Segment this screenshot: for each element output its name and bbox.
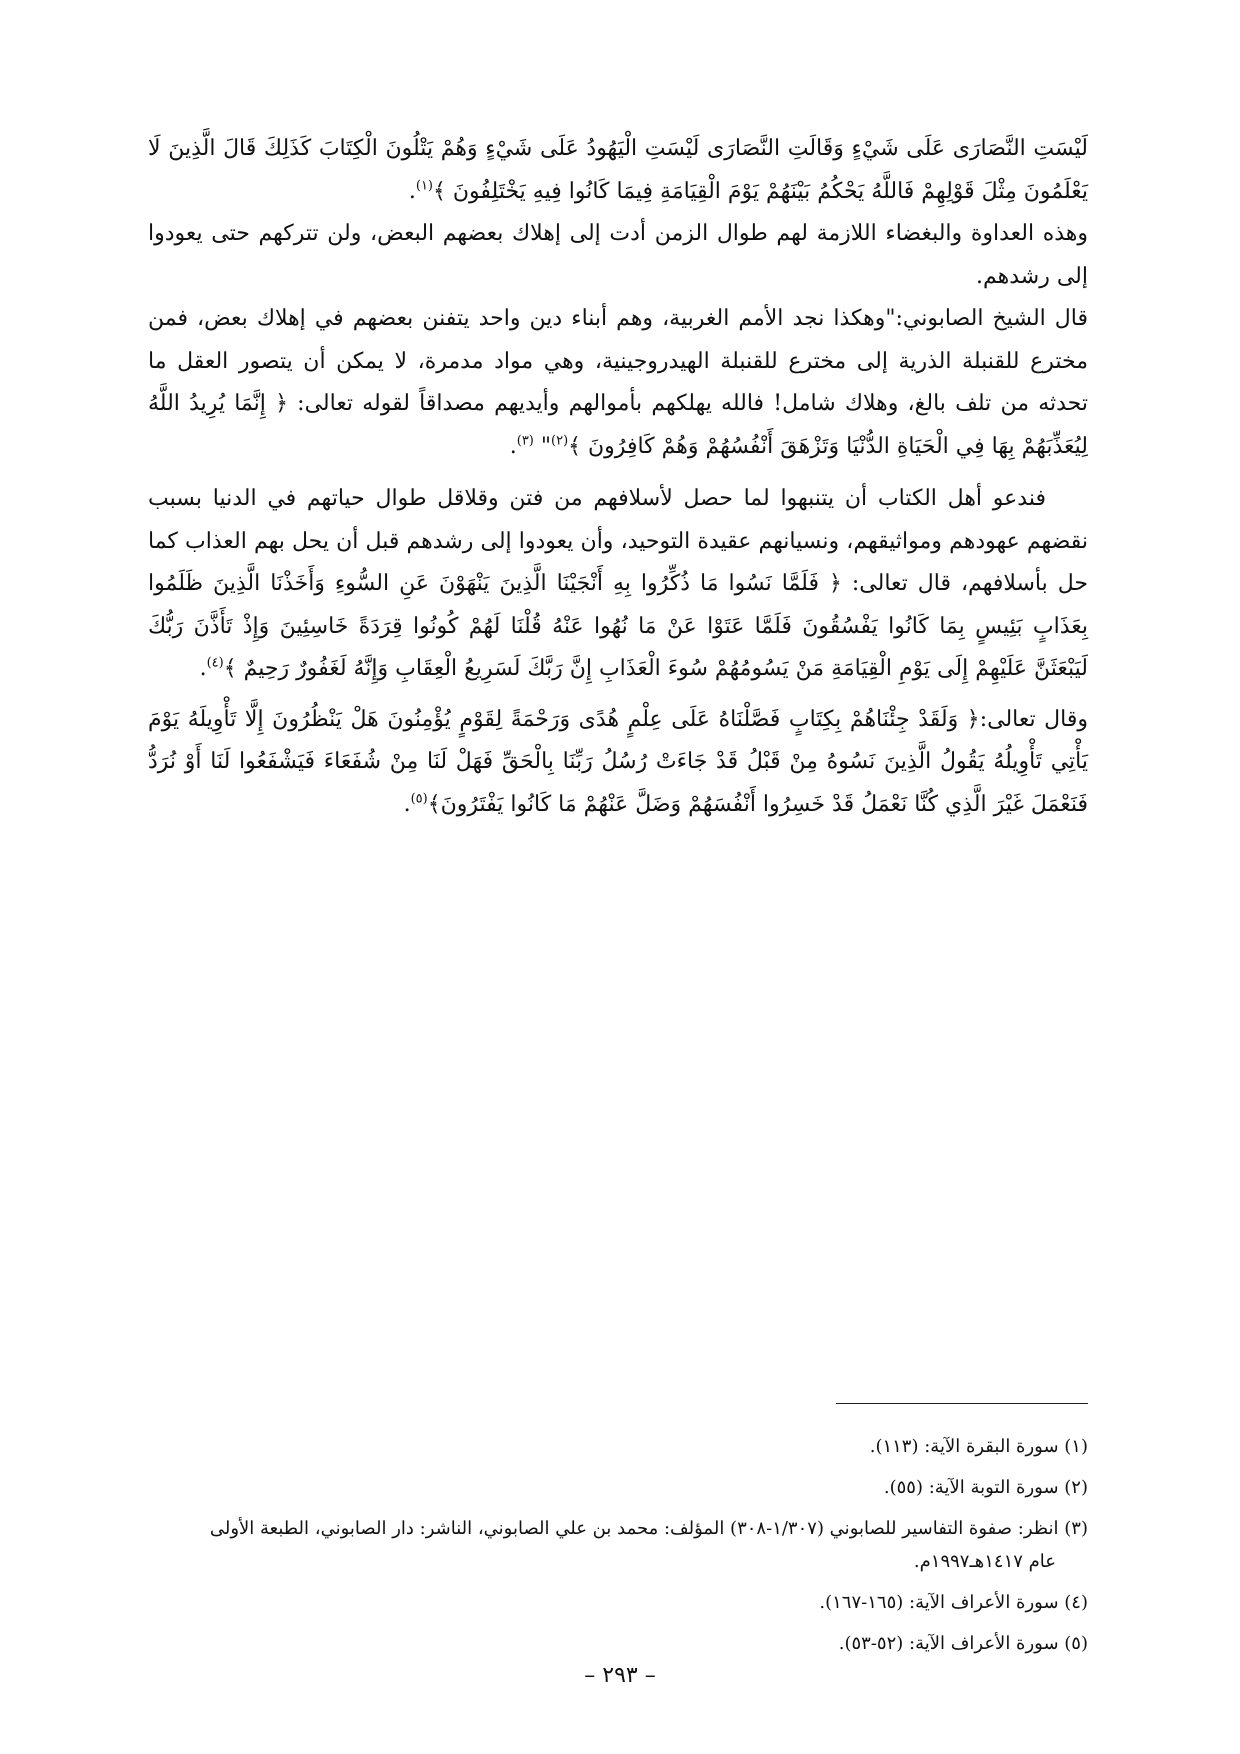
paragraph-text: وقال تعالى:﴿ وَلَقَدْ جِئْنَاهُمْ بِكِتَابٍ فَصَّلْنَاهُ عَلَى عِلْمٍ هُدًى وَرَحْمَةً لِقَوْمٍ يُؤْمِنُونَ هَلْ يَنْظُرُونَ إِلَّا تَأْوِيلَهُ يَوْمَ يَأْتِي تَأْوِيلُهُ يَقُولُ الَّذِينَ نَسُوهُ مِنْ قَبْلُ قَدْ جَاءَتْ رُسُلُ رَبِّنَا بِالْحَقِّ فَهَلْ لَنَا مِنْ شُفَعَاءَ فَيَشْفَعُوا لَنَا أَوْ نُرَدُّ فَنَعْمَلَ غَيْرَ الَّذِي كُنَّا نَعْمَلُ قَدْ خَسِرُوا أَنْفُسَهُمْ وَضَلَّ عَنْهُمْ مَا كَانُوا يَفْتَرُونَ﴾ (148, 706, 1088, 817)
footnote-4: (٤) سورة الأعراف الآية: (١٦٥-١٦٧). (819, 1592, 1088, 1613)
footnote-5: (٥) سورة الأعراف الآية: (٥٢-٥٣). (838, 1633, 1088, 1654)
paragraph-end: . (199, 656, 207, 681)
paragraph-quran-verse-5 (148, 699, 1088, 827)
paragraph-end: . (408, 178, 416, 204)
paragraph-end: . (403, 791, 411, 817)
page-number: – ٢٩٣ – (584, 1663, 656, 1688)
paragraph-text: لَيْسَتِ النَّصَارَى عَلَى شَيْءٍ وَقَالَتِ النَّصَارَى لَيْسَتِ الْيَهُودُ عَلَى شَيْءٍ وَهُمْ يَتْلُونَ الْكِتَابَ كَذَلِكَ قَالَ الَّذِينَ لَا يَعْلَمُونَ مِثْلَ قَوْلِهِمْ فَاللَّهُ يَحْكُمُ بَيْنَهُمْ يَوْمَ الْقِيَامَةِ فِيمَا كَانُوا فِيهِ يَخْتَلِفُونَ ﴾ (148, 136, 1088, 204)
footnote-ref-3[interactable]: (٣) (516, 433, 534, 449)
footnote-1: (١) سورة البقرة الآية: (١١٣). (869, 1436, 1088, 1457)
footnote-3: (٣) انظر: صفوة التفاسير للصابوني (١/٣٠٧-٣٠٨) المؤلف: محمد بن علي الصابوني، الناشر: دار الصابوني، الطبعة الأولى (209, 1518, 1088, 1539)
paragraph-text: فندعو أهل الكتاب أن يتنبهوا لما حصل لأسلافهم من فتن وقلاقل طوال حياتهم في الدنيا بسبب نقضهم عهودهم ومواثيقهم، ونسيانهم عقيدة التوحيد، وأن يعودوا إلى رشدهم قبل أن يحل بهم العذاب كما حل بأسلافهم، قال تعالى: ﴿ فَلَمَّا نَسُوا مَا ذُكِّرُوا بِهِ أَنْجَيْنَا الَّذِينَ يَنْهَوْنَ عَنِ السُّوءِ وَأَخَذْنَا الَّذِينَ ظَلَمُوا بِعَذَابٍ بَئِيسٍ بِمَا كَانُوا يَفْسُقُونَ فَلَمَّا عَتَوْا عَنْ مَا نُهُوا عَنْهُ قُلْنَا لَهُمْ كُونُوا قِرَدَةً خَاسِئِينَ وَإِذْ تَأَذَّنَ رَبُّكَ لَيَبْعَثَنَّ عَلَيْهِمْ إِلَى يَوْمِ الْقِيَامَةِ مَنْ يَسُومُهُمْ سُوءَ الْعَذَابِ إِنَّ رَبَّكَ لَسَرِيعُ الْعِقَابِ وَإِنَّهُ لَغَفُورٌ رَحِيمٌ ﴾ (148, 486, 1088, 681)
paragraph-sabuni-quote (148, 298, 1088, 468)
quote-close: " (533, 433, 551, 459)
paragraph-end: . (509, 433, 517, 459)
footnote-ref-4[interactable]: (٤) (206, 655, 224, 671)
footnote-ref-2[interactable]: (٢) (551, 433, 569, 449)
paragraph-text: وهذه العداوة والبغضاء اللازمة لهم طوال الزمن أدت إلى إهلاك بعضهم البعض، ولن تتركهم حتى يعودوا إلى رشدهم. (148, 221, 1088, 289)
main-text (148, 128, 1088, 826)
footnote-3-continuation: عام ١٤١٧هـ١٩٩٧م. (913, 1551, 1056, 1572)
footnotes (148, 1430, 1088, 1668)
footnote-divider (836, 1403, 1088, 1404)
footnote-2: (٢) سورة التوبة الآية: (٥٥). (883, 1477, 1088, 1498)
paragraph-enmity (148, 213, 1088, 298)
paragraph-call-to-people-of-book (148, 478, 1088, 691)
footnote-ref-1[interactable]: (١) (415, 178, 433, 194)
paragraph-text: قال الشيخ الصابوني:"وهكذا نجد الأمم الغربية، وهم أبناء دين واحد يتفنن بعضهم في إهلاك بعض، فمن مخترع للقنبلة الذرية إلى مخترع للقنبلة الهيدروجينية، وهي مواد مدمرة، لا يمكن أن يتصور العقل ما تحدثه من تلف بالغ، وهلاك شامل! فالله يهلكهم بأموالهم وأيديهم مصداقاً لقوله تعالى: ﴿ إِنَّمَا يُرِيدُ اللَّهُ لِيُعَذِّبَهُمْ بِهَا فِي الْحَيَاةِ الدُّنْيَا وَتَزْهَقَ أَنْفُسُهُمْ وَهُمْ كَافِرُونَ ﴾ (148, 306, 1088, 459)
paragraph-quran-verse-1 (148, 128, 1088, 213)
footnote-ref-5[interactable]: (٥) (410, 791, 428, 807)
